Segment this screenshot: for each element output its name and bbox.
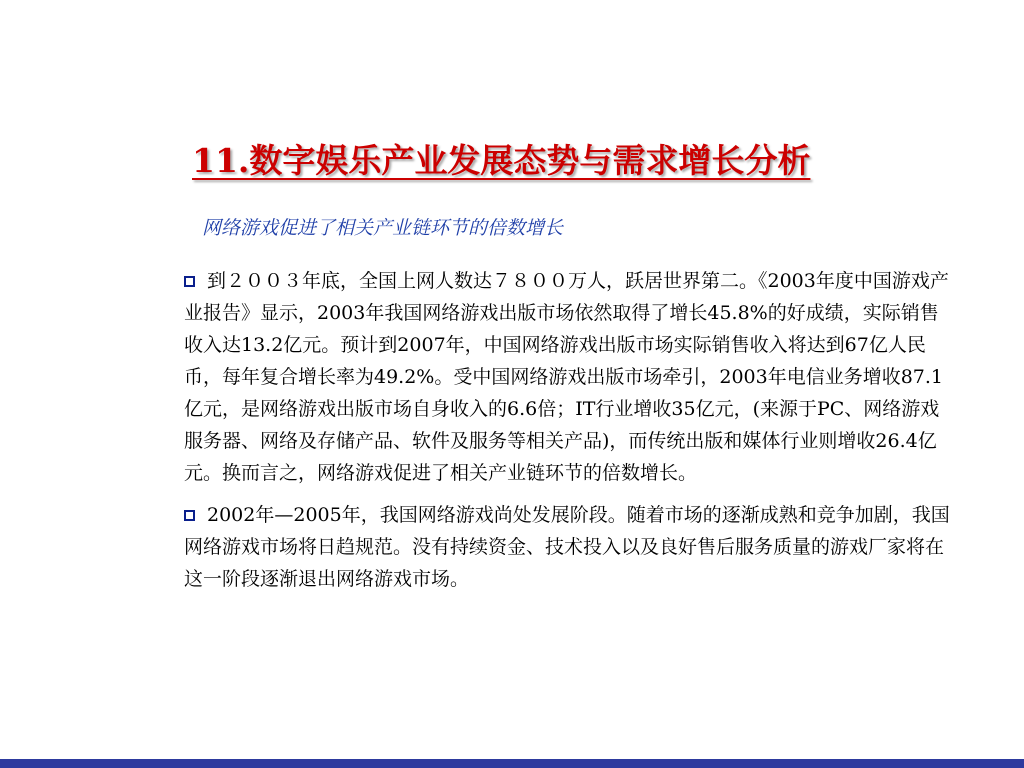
hollow-square-icon: [184, 510, 195, 521]
paragraph-text: 2002年—2005年，我国网络游戏尚处发展阶段。随着市场的逐渐成熟和竞争加剧，我国网络游戏市场将日趋规范。没有持续资金、技术投入以及良好售后服务质量的游戏厂家将在这一阶段逐渐退出网络游戏市场。: [184, 504, 950, 590]
bullet-paragraph-1: [184, 265, 956, 489]
slide-body: [184, 265, 956, 605]
bullet-paragraph-2: [184, 499, 956, 595]
slide-subtitle: 网络游戏促进了相关产业链环节的倍数增长: [202, 217, 564, 239]
hollow-square-icon: [184, 276, 195, 287]
paragraph-text: 到２００３年底，全国上网人数达７８００万人，跃居世界第二。《2003年度中国游戏产业报告》显示，2003年我国网络游戏出版市场依然取得了增长45.8%的好成绩，实际销售收入达13.2亿元。预计到2007年，中国网络游戏出版市场实际销售收入将达到67亿人民币，每年复合增长率为49.2%。受中国网络游戏出版市场牵引，2003年电信业务增收87.1亿元，是网络游戏出版市场自身收入的6.6倍；IT行业增收35亿元，(来源于PC、网络游戏服务器、网络及存储产品、软件及服务等相关产品)，而传统出版和媒体行业则增收26.4亿元。换而言之，网络游戏促进了相关产业链环节的倍数增长。: [184, 270, 949, 484]
slide-title: 11.数字娱乐产业发展态势与需求增长分析: [192, 141, 811, 180]
bottom-bar: [0, 759, 1024, 768]
